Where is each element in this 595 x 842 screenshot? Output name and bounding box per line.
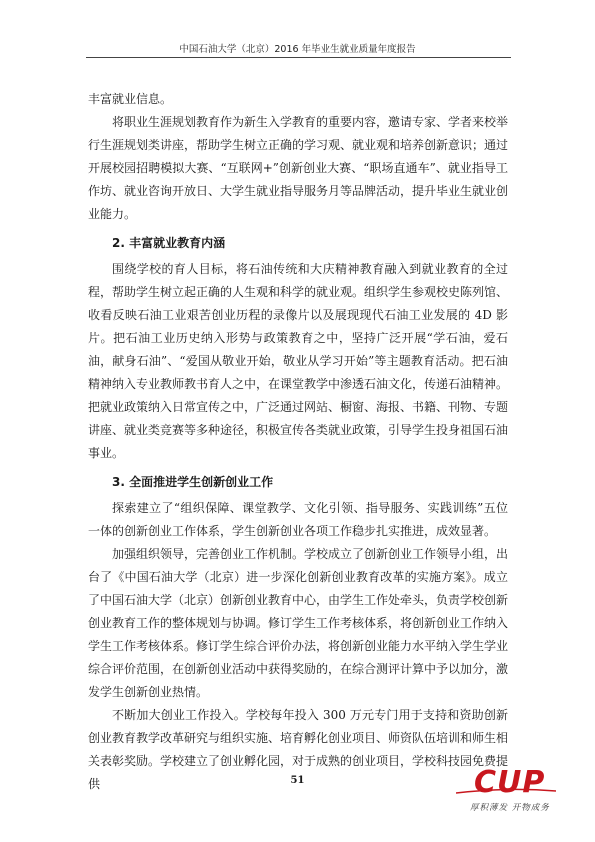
page-number: 51: [290, 775, 305, 786]
paragraph-4: 探索建立了“组织保障、课堂教学、文化引领、指导服务、实践训练”五位一体的创新创业工作体系，学生创新创业各项工作稳步扎实推进，成效显著。: [88, 501, 508, 538]
paragraph-6: 不断加大创业工作投入。学校每年投入 300 万元专门用于支持和资助创新创业教育教学改革研究与组织实施、培育孵化创业项目、师资队伍培训和师生相关表彰奖励。学校建立了创业孵化园，对于成熟的创业项目，学校科技园免费提供: [88, 708, 509, 791]
page-header: 中国石油大学（北京）2016 年毕业生就业质量年度报告: [179, 44, 416, 55]
header-divider: [86, 57, 511, 58]
paragraph-3: 围绕学校的育人目标，将石油传统和大庆精神教育融入到就业教育的全过程，帮助学生树立起正确的人生观和科学的就业观。组织学生参观校史陈列馆、收看反映石油工业艰苦创业历程的录像片以及展现现代石油工业发展的 4D 影片。把石油工业历史纳入形势与政策教育之中，坚持广泛开展“学石油，爱石油，献身石油”、“爱国从敬业开始，敬业从学习开始”等主题教育活动。把石油精神纳入专业教师教书育人之中，在课堂教学中渗透石油文化，传递石油精神。把就业政策纳入日常宣传之中，广泛通过网站、橱窗、海报、书籍、刊物、专题讲座、就业类竞赛等多种途径，积极宣传各类就业政策，引导学生投身祖国石油事业。: [88, 262, 509, 460]
paragraph-2: 将职业生涯规划教育作为新生入学教育的重要内容，邀请专家、学者来校举行生涯规划类讲座，帮助学生树立正确的学习观、就业观和培养创新意识；通过开展校园招聘模拟大赛、“互联网+”创新创业大赛、“职场直通车”、就业指导工作坊、就业咨询开放日、大学生就业指导服务月等品牌活动，提升毕业生就业创业能力。: [88, 115, 509, 221]
paragraph-1: 丰富就业信息。: [88, 92, 173, 106]
section-heading-2: 2. 丰富就业教育内涵: [112, 236, 226, 250]
logo-text: CUP: [474, 765, 546, 800]
logo-swoosh-icon: [456, 788, 556, 794]
logo-tagline: 厚积薄发 开物成务: [470, 803, 550, 813]
section-heading-3: 3. 全面推进学生创新创业工作: [112, 475, 274, 489]
paragraph-5: 加强组织领导，完善创业工作机制。学校成立了创新创业工作领导小组，出台了《中国石油大学（北京）进一步深化创新创业教育改革的实施方案》。成立了中国石油大学（北京）创新创业教育中心，由学生工作处牵头，负责学校创新创业教育工作的整体规划与协调。修订学生工作考核体系，将创新创业工作纳入学生工作考核体系。修订学生综合评价办法，将创新创业能力水平纳入学生学业综合评价范围，在创新创业活动中获得奖励的，在综合测评计算中予以加分，激发学生创新创业热情。: [88, 547, 509, 699]
cup-logo: [448, 765, 568, 818]
page-content: [88, 88, 508, 796]
